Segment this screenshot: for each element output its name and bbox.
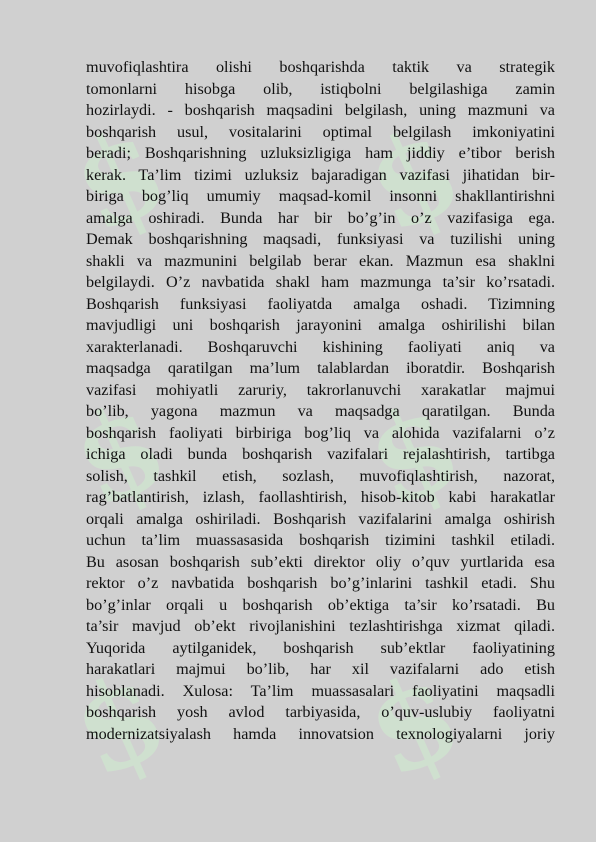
- text-line: boshqarish usul, vositalarini optimal belgilash imkoniyatini: [86, 122, 555, 141]
- text-line: uchun ta’lim muassasasida boshqarish tizimini tashkil etiladi.: [86, 531, 555, 550]
- watermark-logo: $: [346, 373, 481, 536]
- text-line: rektor o’z navbatida boshqarish bo’g’inlarini tashkil etadi. Shu: [86, 574, 555, 593]
- text-line: Boshqarish funksiyasi faoliyatda amalga oshadi. Tizimning: [86, 294, 555, 313]
- text-line: amalga oshiradi. Bunda har bir bo’g’in o’z vazifasiga ega.: [86, 208, 555, 227]
- text-line: biriga bog’liq umumiy maqsad-komil insonni shakllantirishni: [86, 187, 555, 206]
- text-line: beradi; Boshqarishning uzluksizligiga ham jiddiy e’tibor berish: [86, 144, 555, 163]
- text-line: vazifasi mohiyatli zaruriy, takrorlanuvchi xarakatlar majmui: [86, 380, 555, 399]
- text-line: rag’batlantirish, izlash, faollashtirish, hisob-kitob kabi harakatlar: [86, 488, 555, 507]
- text-line: boshqarish yosh avlod tarbiyasida, o’quv-uslubiy faoliyatni: [86, 703, 555, 722]
- watermark-logo: $: [346, 98, 481, 261]
- text-line: belgilaydi. O’z navbatida shakl ham mazmunga ta’sir ko’rsatadi.: [86, 273, 555, 292]
- text-line: muvofiqlashtira olishi boshqarishda taktik va strategik: [86, 58, 555, 76]
- watermark-logo: $: [52, 373, 187, 536]
- text-line: Demak boshqarishning maqsadi, funksiyasi va tuzilishi uning: [86, 230, 555, 249]
- text-line: kerak. Ta’lim tizimi uzluksiz bajaradigan vazifasi jihatidan bir-: [86, 165, 555, 184]
- text-line: shakli va mazmunini belgilab berar ekan. Mazmun esa shaklni: [86, 251, 555, 270]
- text-line: bo’g’inlar orqali u boshqarish ob’ektiga ta’sir ko’rsatadi. Bu: [86, 595, 555, 614]
- text-line: maqsadga qaratilgan ma’lum talablardan iboratdir. Boshqarish: [86, 359, 555, 378]
- watermark-logo: $: [52, 98, 187, 261]
- text-line: bo’lib, yagona mazmun va maqsadga qaratilgan. Bunda: [86, 402, 555, 421]
- text-line: tomonlarni hisobga olib, istiqbolni belgilashiga zamin: [86, 79, 555, 98]
- text-line: mavjudligi uni boshqarish jarayonini amalga oshirilishi bilan: [86, 316, 555, 335]
- text-line: orqali amalga oshiriladi. Boshqarish vazifalarini amalga oshirish: [86, 509, 555, 528]
- text-line: Yuqorida aytilganidek, boshqarish sub’ektlar faoliyatining: [86, 638, 555, 657]
- text-line: hozirlaydi. - boshqarish maqsadini belgilash, uning mazmuni va: [86, 101, 555, 120]
- text-line: solish, tashkil etish, sozlash, muvofiqlashtirish, nazorat,: [86, 466, 555, 485]
- body-text: [86, 57, 555, 746]
- watermark-logo: $: [346, 643, 481, 806]
- text-line: modernizatsiyalash hamda innovatsion texnologiyalarni joriy: [86, 724, 555, 743]
- text-line: ichiga oladi bunda boshqarish vazifalari rejalashtirish, tartibga: [86, 445, 555, 464]
- text-line: hisoblanadi. Xulosa: Ta’lim muassasalari faoliyatini maqsadli: [86, 681, 555, 700]
- text-line: ta’sir mavjud ob’ekt rivojlanishini tezlashtirishga xizmat qiladi.: [86, 617, 555, 636]
- text-line: Bu asosan boshqarish sub’ekti direktor oliy o’quv yurtlarida esa: [86, 552, 555, 571]
- text-line: boshqarish faoliyati birbiriga bog’liq va alohida vazifalarni o’z: [86, 423, 555, 442]
- watermark-logo: $: [52, 643, 187, 806]
- text-line: xarakterlanadi. Boshqaruvchi kishining faoliyati aniq va: [86, 337, 555, 356]
- text-line: harakatlari majmui bo’lib, har xil vazifalarni ado etish: [86, 660, 555, 679]
